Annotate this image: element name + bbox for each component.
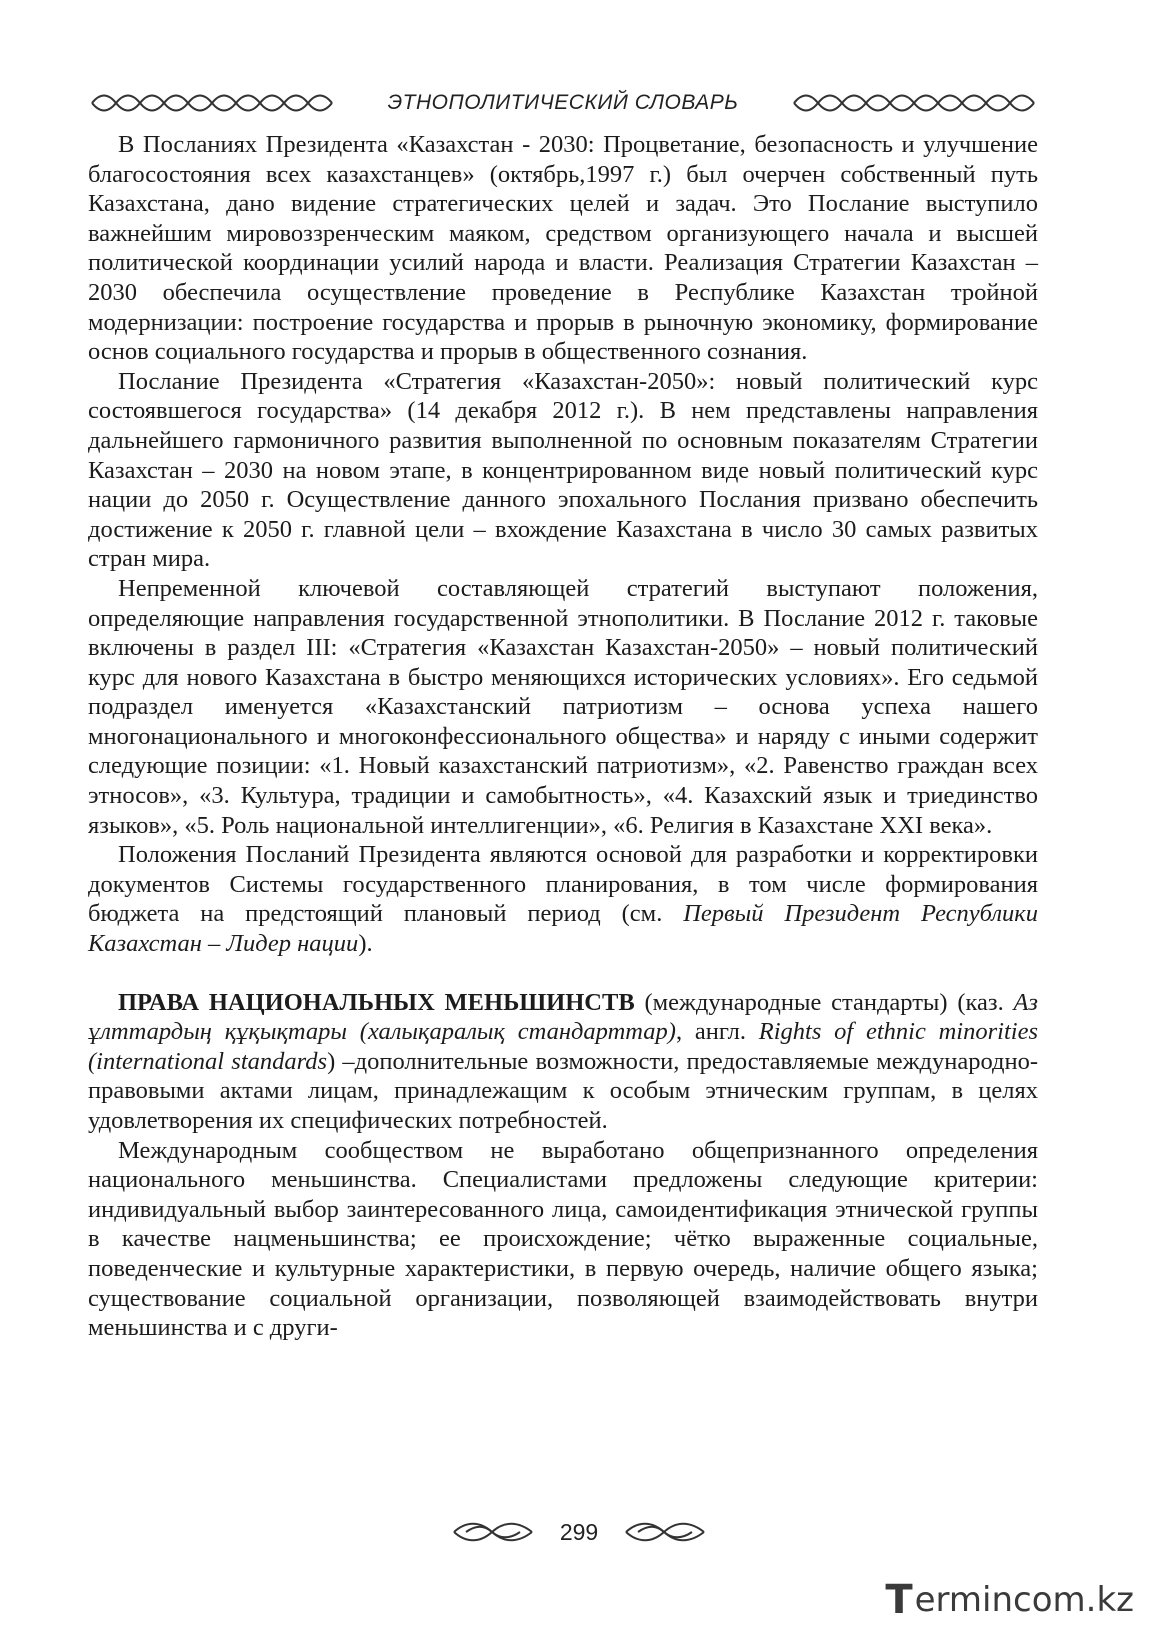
- dictionary-title: ЭТНОПОЛИТИЧЕСКИЙ СЛОВАРЬ: [387, 91, 739, 114]
- entry-definition: ) –дополнительные возможности, предоставляемые международно-правовыми актами лицам, принадлежащим к особым этническим группам, в целях удовлетворения их специфических потребностей.: [88, 1047, 1038, 1134]
- watermark-logo: [885, 1577, 1134, 1623]
- entry-text-2: , англ.: [675, 1018, 759, 1046]
- ornament-left-icon: [88, 91, 336, 115]
- watermark-text: ermincom.kz: [914, 1580, 1134, 1620]
- paragraph-4-end: ).: [358, 930, 373, 958]
- page-number: 299: [559, 1518, 599, 1545]
- entry-english-term: Rights of ethnic minorities (international standards: [88, 1018, 1038, 1075]
- paragraph-4: [88, 840, 1038, 958]
- dictionary-entry: [88, 988, 1038, 1136]
- entry-text-1: (международные стандарты) (каз.: [634, 988, 1014, 1016]
- page-footer: [0, 1512, 1158, 1552]
- ornament-right-icon: [790, 91, 1038, 115]
- paragraph-2: Послание Президента «Стратегия «Казахстан-2050»: новый политический курс состоявшегося государства» (14 декабря 2012 г.). В нем представлены направления дальнейшего гармоничного развития выполненной по основным показателям Стратегии Казахстан – 2030 на новом этапе, в концентрированном виде новый политический курс нации до 2050 г. Осуществление данного эпохального Послания призвано обеспечить достижение к 2050 г. главной цели – вхождение Казахстана в число 30 самых развитых стран мира.: [88, 367, 1038, 573]
- flourish-right-icon: [624, 1519, 706, 1545]
- cross-reference: Первый Президент Республики Казахстан – Лидер нации: [88, 900, 1039, 958]
- flourish-left-icon: [452, 1519, 534, 1545]
- running-header: [88, 88, 1038, 118]
- entry-term: ПРАВА НАЦИОНАЛЬНЫХ МЕНЬШИНСТВ: [118, 988, 635, 1016]
- paragraph-6: Международным сообществом не выработано общепризнанного определения национального меньшинства. Специалистами предложены следующие критерии: индивидуальный выбор заинтересованного лица, самоидентификация этнической группы в качестве нацменьшинства; ее происхождение; чётко выраженные социальные, поведенческие и культурные характеристики, в первую очередь, наличие общего языка; существование социальной организации, позволяющей взаимодействовать внутри меньшинства и с други-: [88, 1136, 1038, 1342]
- paragraph-4-text: Положения Посланий Президента являются основой для разработки и корректировки документов Системы государственного планирования, в том числе формирования бюджета на предстоящий плановый период (см.: [88, 841, 1038, 928]
- paragraph-3: Непременной ключевой составляющей стратегий выступают положения, определяющие направления государственной этнополитики. В Послание 2012 г. таковые включены в раздел III: «Стратегия «Казахстан Казахстан-2050» – новый политический курс для нового Казахстана в быстро меняющихся исторических условиях». Его седьмой подраздел именуется «Казахстанский патриотизм – основа успеха нашего многонационального и многоконфессионального общества» и наряду с иными содержит следующие позиции: «1. Новый казахстанский патриотизм», «2. Равенство граждан всех этносов», «3. Культура, традиции и самобытность», «4. Казахский язык и триединство языков», «5. Роль национальной интеллигенции», «6. Религия в Казахстане XXI века».: [88, 574, 1038, 839]
- watermark-initial: T: [885, 1577, 913, 1623]
- entry-kazakh-term: Аз ұлттардың құқықтары (халықаралық стандарттар): [88, 988, 1038, 1046]
- page-body: [88, 130, 1038, 1343]
- paragraph-1: В Посланиях Президента «Казахстан - 2030: Процветание, безопасность и улучшение благосостояния всех казахстанцев» (октябрь,1997 г.) был очерчен собственный путь Казахстана, дано видение стратегических целей и задач. Это Послание выступило важнейшим мировоззренческим маяком, средством организующего начала и высшей политической координации усилий народа и власти. Реализация Стратегии Казахстан – 2030 обеспечила осуществление проведение в Республике Казахстан тройной модернизации: построение государства и прорыв в рыночную экономику, формирование основ социального государства и прорыв в общественного сознания.: [88, 131, 1038, 366]
